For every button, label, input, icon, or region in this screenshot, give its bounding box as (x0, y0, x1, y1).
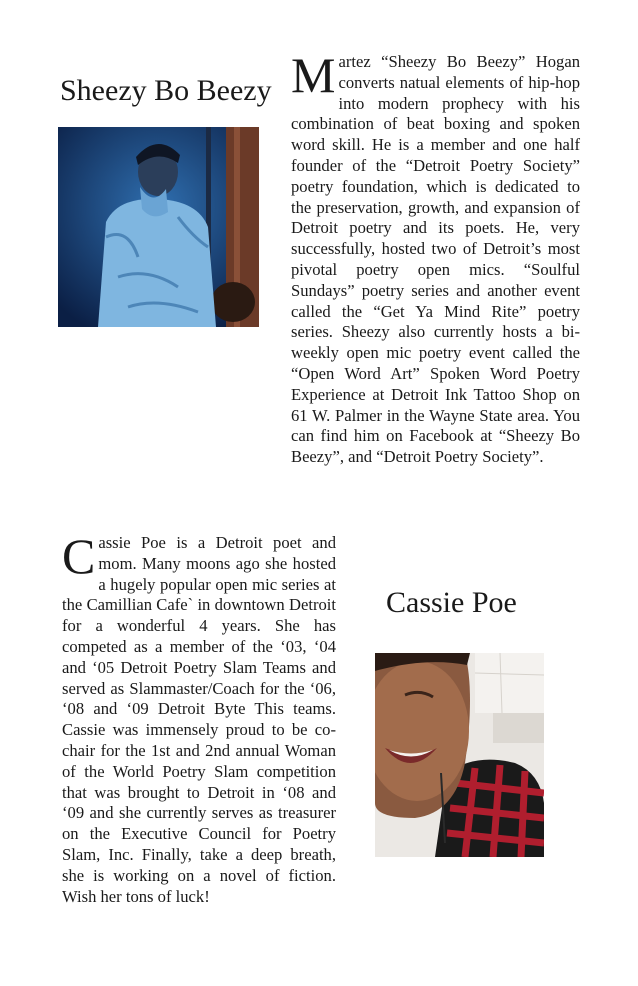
performer-photo-sheezy (58, 127, 259, 327)
bio-body-cassie: assie Poe is a Detroit poet and mom. Many moons ago she hosted a hugely popular open mic series at the Camillian Cafe` in downtown Detroit for a wonderful 4 years. She has competed as a member of the ‘03, ‘04 and ‘05 Detroit Poetry Slam Teams and served as Slammaster/Coach for the ‘06, ‘08 and ‘09 Detroit Byte This teams. Cassie was immensely proud to be co-chair for the 1st and 2nd annual Woman of the World Poetry Slam competition that was brought to Detroit in ‘08 and ‘09 and she currently serves as treasurer on the Executive Council for Poetry Slam, Inc. Finally, take a deep breath, she is working on a novel of fiction. Wish her tons of luck! (62, 533, 336, 906)
profile-name-cassie: Cassie Poe (386, 586, 517, 619)
bio-text-cassie (62, 528, 336, 907)
dropcap-c: C (62, 528, 96, 584)
bio-text-sheezy (291, 47, 580, 468)
dropcap-m: M (291, 47, 336, 103)
portrait-photo-cassie (375, 653, 544, 857)
profile-name-sheezy: Sheezy Bo Beezy (60, 74, 272, 107)
bio-body-sheezy: artez “Sheezy Bo Beezy” Hogan converts natual elements of hip-hop into modern prophecy with his combination of beat boxing and spoken word skill. He is a member and one half founder of the “Detroit Poetry Society” poetry foundation, which is dedicated to the preservation, growth, and expansion of Detroit poetry and its poets. He, very successfully, hosted two of Detroit’s most pivotal poetry open mics. “Soulful Sundays” poetry series and another event called the “Get Ya Mind Rite” poetry series. Sheezy also currently hosts a bi-weekly open mic poetry event called the “Open Word Art” Spoken Word Poetry Experience at Detroit Ink Tattoo Shop on 61 W. Palmer in the Wayne State area. You can find him on Facebook at “Sheezy Bo Beezy”, and “Detroit Poetry Society”. (291, 52, 580, 467)
